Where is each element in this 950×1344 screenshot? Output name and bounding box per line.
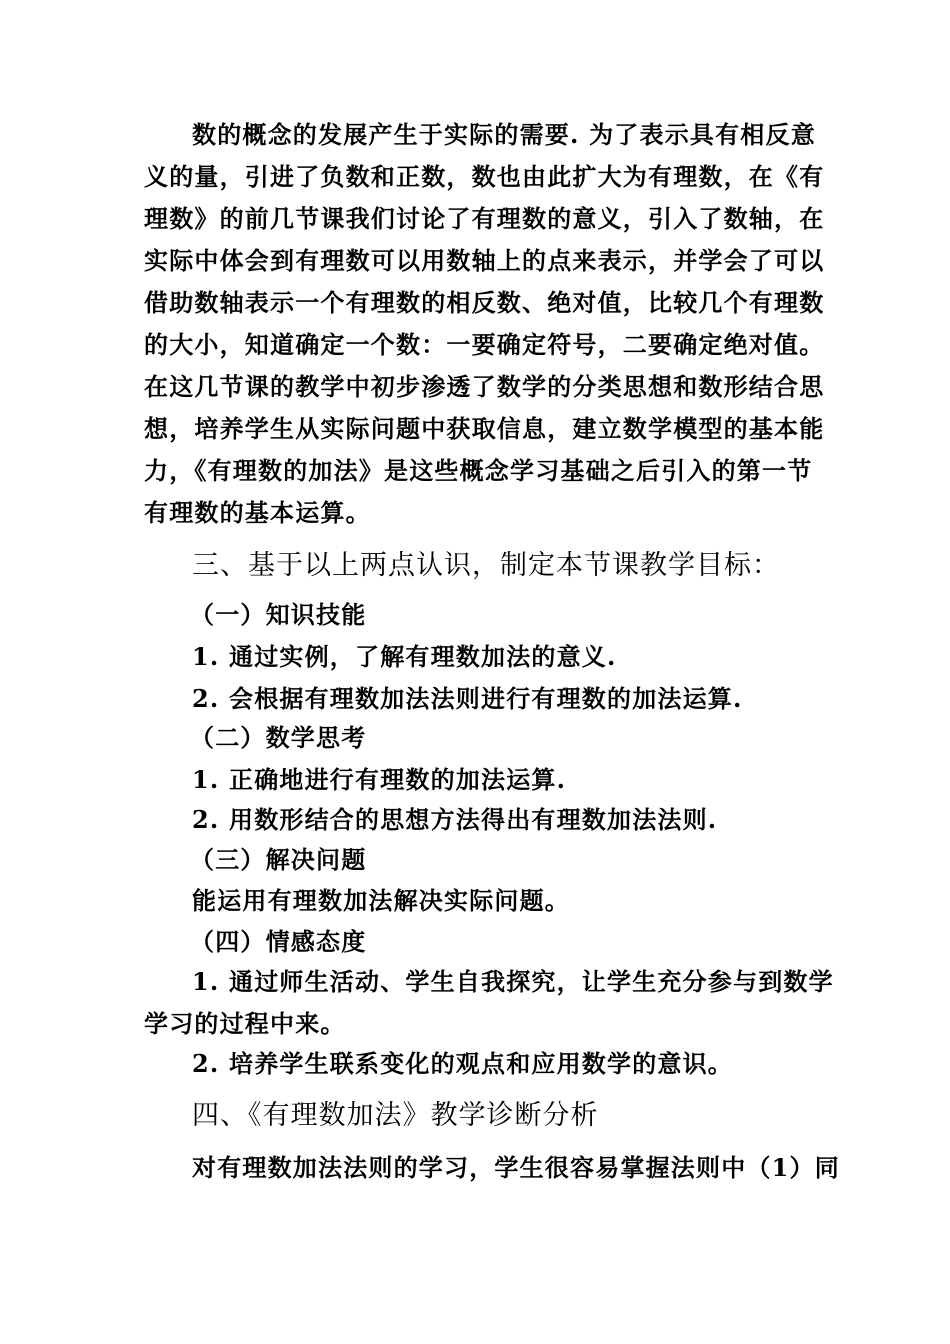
section4-heading: 四、《有理数加法》教学诊断分析 xyxy=(192,1100,599,1131)
goal4-item1-line2: 学习的过程中来。 xyxy=(144,1009,346,1038)
intro-line-10: 有理数的基本运算。 xyxy=(144,498,371,527)
goal4-item2: 2. 培养学生联系变化的观点和应用数学的意识。 xyxy=(192,1049,734,1078)
goal1-title: （一）知识技能 xyxy=(190,600,367,629)
goal1-item2: 2. 会根据有理数加法法则进行有理数的加法运算. xyxy=(192,684,743,713)
goal2-title: （二）数学思考 xyxy=(190,723,367,752)
section3-heading: 三、基于以上两点认识，制定本节课教学目标： xyxy=(192,550,780,581)
section4-first-line: 对有理数加法法则的学习，学生很容易掌握法则中（1）同 xyxy=(192,1153,840,1182)
goal2-item1: 1. 正确地进行有理数的加法运算. xyxy=(192,765,567,794)
goal4-item1-line1: 1. 通过师生活动、学生自我探究，让学生充分参与到数学 xyxy=(192,967,834,996)
goal3-item1: 能运用有理数加法解决实际问题。 xyxy=(192,886,570,915)
goal3-title: （三）解决问题 xyxy=(190,845,367,874)
goal4-title: （四）情感态度 xyxy=(190,927,367,956)
goal2-item2: 2. 用数形结合的思想方法得出有理数加法法则. xyxy=(192,805,718,834)
goal1-item1: 1. 通过实例，了解有理数加法的意义. xyxy=(192,642,617,671)
intro-line-6: 的大小，知道确定一个数：一要确定符号，二要确定绝对值。 xyxy=(144,330,825,359)
intro-line-7: 在这几节课的教学中初步渗透了数学的分类思想和数形结合思 xyxy=(144,372,825,401)
intro-line-5: 借助数轴表示一个有理数的相反数、绝对值，比较几个有理数 xyxy=(144,288,825,317)
intro-line-2: 义的量，引进了负数和正数，数也由此扩大为有理数，在《有 xyxy=(144,162,825,191)
intro-line-9: 力，《有理数的加法》是这些概念学习基础之后引入的第一节 xyxy=(144,456,813,485)
intro-line-8: 想，培养学生从实际问题中获取信息，建立数学模型的基本能 xyxy=(144,414,825,443)
intro-line-4: 实际中体会到有理数可以用数轴上的点来表示，并学会了可以 xyxy=(144,246,825,275)
intro-line-3: 理数》的前几节课我们讨论了有理数的意义，引入了数轴，在 xyxy=(144,204,825,233)
intro-line-1: 数的概念的发展产生于实际的需要. 为了表示具有相反意 xyxy=(192,120,816,149)
